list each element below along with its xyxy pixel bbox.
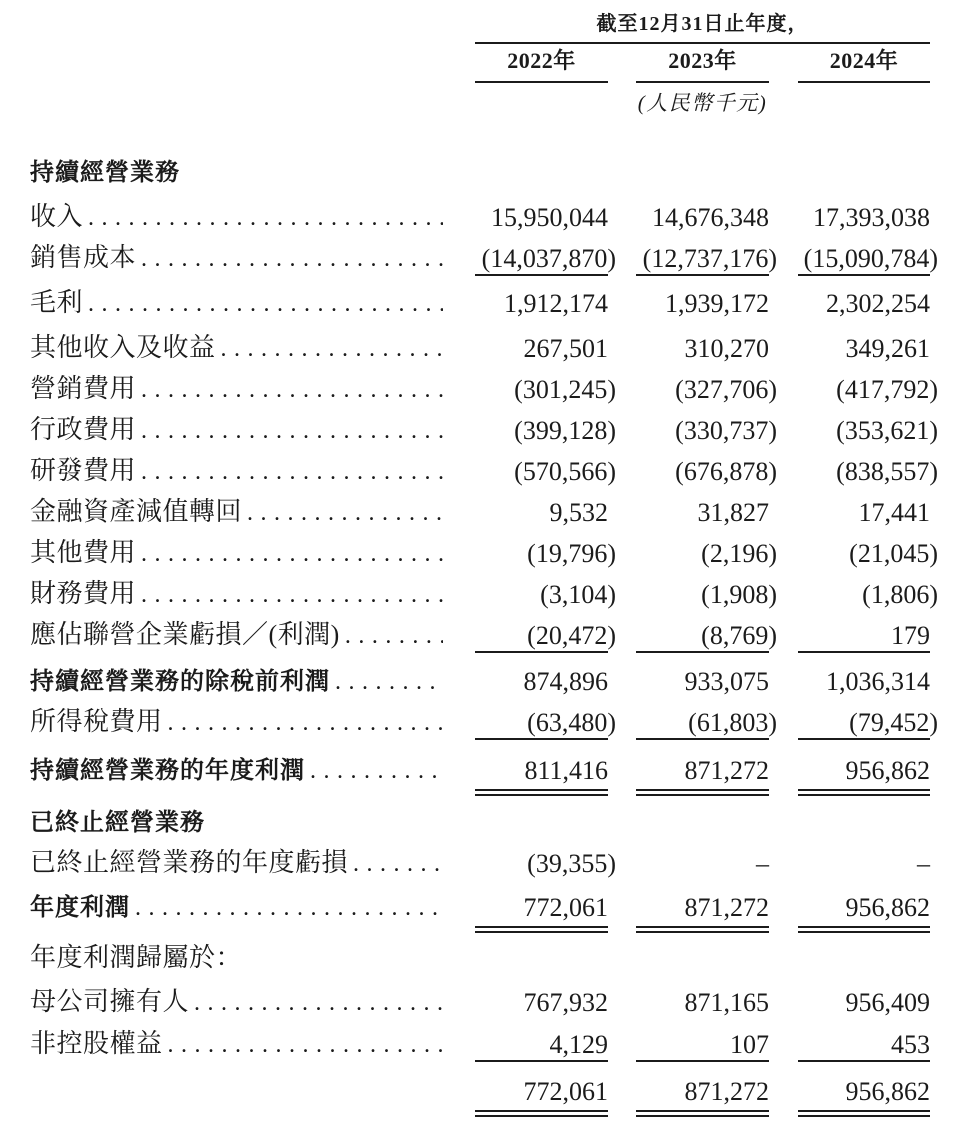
cell-value-2022: 767,932: [523, 987, 608, 1017]
cell-value-2024: 2,302,254: [826, 288, 930, 318]
row-label: 其他費用 .....: [30, 532, 475, 575]
cell-value-2022: [475, 152, 608, 193]
table-row: [30, 328, 958, 369]
cell-value-2022: 811,416: [475, 750, 608, 791]
dot-leader: [141, 370, 443, 411]
dot-leader: [221, 329, 443, 370]
double-rule: [475, 1110, 608, 1117]
table-row: [30, 369, 958, 410]
row-label: 非控股權益 .....: [30, 1023, 475, 1066]
cell-value-2023: 1,939,172: [665, 288, 769, 318]
table-row: [30, 937, 958, 978]
cell-value-2022: 772,061: [475, 1071, 608, 1112]
single-rule: [475, 1060, 608, 1062]
dot-leader: [353, 844, 443, 885]
single-rule: [636, 274, 769, 276]
table-row: [30, 283, 958, 324]
currency-unit-note: (人民幣千元): [637, 91, 768, 115]
cell-value-2024: [798, 152, 930, 193]
cell-value-2023: 933,075: [684, 666, 769, 696]
row-label: 行政費用 .....: [30, 409, 475, 452]
dot-leader: [345, 616, 443, 657]
dot-leader: [310, 751, 443, 792]
cell-value-2023: (12,737,176): [636, 238, 769, 279]
cell-value-2022: (14,037,870): [475, 238, 608, 279]
cell-value-2023: (327,706): [675, 374, 777, 404]
year-column-2022: 2022年: [475, 44, 608, 83]
cell-value-2022: [475, 937, 608, 978]
dot-leader: [135, 888, 443, 929]
dot-leader: [141, 534, 443, 575]
cell-value-2024: –: [917, 848, 930, 878]
cell-value-2024: 1,036,314: [826, 666, 930, 696]
cell-value-2022: (399,128): [514, 415, 616, 445]
cell-value-2024: (353,621): [836, 415, 938, 445]
cell-value-2024: 956,862: [798, 1071, 930, 1112]
row-label: 銷售成本 .....: [30, 237, 475, 280]
cell-value-2022: 772,061: [475, 887, 608, 928]
dot-leader: [141, 411, 443, 452]
cell-value-2022: (39,355): [527, 848, 616, 878]
double-rule: [475, 789, 608, 796]
cell-value-2023: 107: [636, 1024, 769, 1065]
table-row: [30, 451, 958, 492]
cell-value-2022: 4,129: [475, 1024, 608, 1065]
cell-value-2024: (15,090,784): [798, 238, 930, 279]
dot-leader: [247, 493, 443, 534]
row-label: 金融資產減值轉回 .....: [30, 491, 475, 534]
cell-value-2024: (1,806): [862, 579, 938, 609]
cell-value-2024: 17,393,038: [813, 202, 930, 232]
row-label: 年度利潤 .....: [30, 887, 475, 929]
row-label: 營銷費用 .....: [30, 368, 475, 411]
cell-value-2023: [636, 802, 769, 843]
table-row: [30, 982, 958, 1023]
single-rule: [798, 274, 930, 276]
table-row: [30, 802, 958, 843]
double-rule: [798, 1110, 930, 1117]
cell-value-2024: (21,045): [849, 538, 938, 568]
cell-value-2023: (8,769): [636, 615, 769, 656]
cell-value-2023: 871,272: [636, 1071, 769, 1112]
table-header: [30, 0, 958, 42]
table-row: [30, 574, 958, 615]
cell-value-2023: (1,908): [701, 579, 777, 609]
year-column-2024: 2024年: [798, 44, 930, 83]
row-label: 已終止經營業務: [30, 809, 205, 836]
row-label: 母公司擁有人 .....: [30, 981, 475, 1024]
single-rule: [798, 738, 930, 740]
dot-leader: [88, 284, 443, 325]
cell-value-2023: 871,165: [684, 987, 769, 1017]
row-label: 持續經營業務的年度利潤 .....: [30, 750, 475, 792]
row-label: 毛利 .....: [30, 282, 475, 325]
cell-value-2022: 15,950,044: [491, 202, 608, 232]
cell-value-2022: 9,532: [549, 497, 608, 527]
cell-value-2023: 31,827: [697, 497, 769, 527]
period-title: 截至12月31日止年度，: [596, 12, 809, 35]
row-label: 財務費用 .....: [30, 573, 475, 616]
single-rule: [798, 651, 930, 653]
single-rule: [636, 738, 769, 740]
cell-value-2022: (19,796): [527, 538, 616, 568]
row-label: 收入 .....: [30, 196, 475, 239]
double-rule: [636, 926, 769, 933]
single-rule: [636, 1060, 769, 1062]
table-row: [30, 1024, 958, 1065]
row-label: 應佔聯營企業虧損／(利潤) .....: [30, 614, 475, 657]
cell-value-2022: 267,501: [523, 333, 608, 363]
dot-leader: [168, 703, 443, 744]
cell-value-2024: (417,792): [836, 374, 938, 404]
row-label: 其他收入及收益 .....: [30, 327, 475, 370]
cell-value-2022: (301,245): [514, 374, 616, 404]
single-rule: [475, 651, 608, 653]
table-row: [30, 661, 958, 702]
cell-value-2024: 179: [798, 615, 930, 656]
year-header-row: [30, 44, 958, 82]
cell-value-2022: (570,566): [514, 456, 616, 486]
single-rule: [475, 738, 608, 740]
table-row: [30, 533, 958, 574]
cell-value-2024: (79,452): [798, 702, 930, 743]
cell-value-2024: (838,557): [836, 456, 938, 486]
cell-value-2023: (61,803): [636, 702, 769, 743]
row-label: 持續經營業務: [30, 159, 180, 186]
table-row: [30, 492, 958, 533]
cell-value-2022: 874,896: [523, 666, 608, 696]
cell-value-2023: 310,270: [684, 333, 769, 363]
single-rule: [636, 651, 769, 653]
row-label: 研發費用 .....: [30, 450, 475, 493]
cell-value-2023: (2,196): [701, 538, 777, 568]
table-row: [30, 1071, 958, 1112]
cell-value-2024: 956,862: [798, 750, 930, 791]
dot-leader: [141, 575, 443, 616]
table-row: [30, 410, 958, 451]
cell-value-2024: 956,409: [845, 987, 930, 1017]
cell-value-2023: –: [756, 848, 769, 878]
cell-value-2024: [798, 802, 930, 843]
statement-rows: [0, 152, 958, 1112]
row-label: 已終止經營業務的年度虧損 .....: [30, 842, 475, 885]
dot-leader: [168, 1025, 443, 1066]
single-rule: [798, 1060, 930, 1062]
cell-value-2023: [636, 152, 769, 193]
cell-value-2022: (3,104): [540, 579, 616, 609]
dot-leader: [194, 983, 443, 1024]
double-rule: [636, 1110, 769, 1117]
cell-value-2024: 349,261: [845, 333, 930, 363]
table-row: [30, 887, 958, 928]
double-rule: [636, 789, 769, 796]
cell-value-2024: 956,862: [798, 887, 930, 928]
row-label: 持續經營業務的除稅前利潤 .....: [30, 661, 475, 703]
cell-value-2023: (676,878): [675, 456, 777, 486]
dot-leader: [141, 452, 443, 493]
cell-value-2024: [798, 937, 930, 978]
cell-value-2023: 14,676,348: [652, 202, 769, 232]
cell-value-2022: (20,472): [475, 615, 608, 656]
cell-value-2023: (330,737): [675, 415, 777, 445]
double-rule: [798, 926, 930, 933]
row-label: 所得稅費用 .....: [30, 701, 475, 744]
cell-value-2023: 871,272: [636, 750, 769, 791]
cell-value-2023: [636, 937, 769, 978]
double-rule: [798, 789, 930, 796]
cell-value-2023: 871,272: [636, 887, 769, 928]
dot-leader: [141, 239, 443, 280]
table-row: [30, 750, 958, 791]
cell-value-2022: [475, 802, 608, 843]
dot-leader: [88, 198, 443, 239]
table-row: [30, 152, 958, 193]
unit-note-row: [30, 82, 958, 122]
cell-value-2022: 1,912,174: [504, 288, 608, 318]
single-rule: [475, 274, 608, 276]
table-row: [30, 702, 958, 743]
double-rule: [475, 926, 608, 933]
table-row: [30, 843, 958, 884]
cell-value-2022: (63,480): [475, 702, 608, 743]
table-row: [30, 615, 958, 656]
cell-value-2024: 453: [798, 1024, 930, 1065]
cell-value-2024: 17,441: [858, 497, 930, 527]
table-row: [30, 197, 958, 238]
table-row: [30, 238, 958, 279]
dot-leader: [335, 662, 443, 703]
year-column-2023: 2023年: [636, 44, 769, 83]
row-label: 年度利潤歸屬於：: [30, 943, 243, 972]
